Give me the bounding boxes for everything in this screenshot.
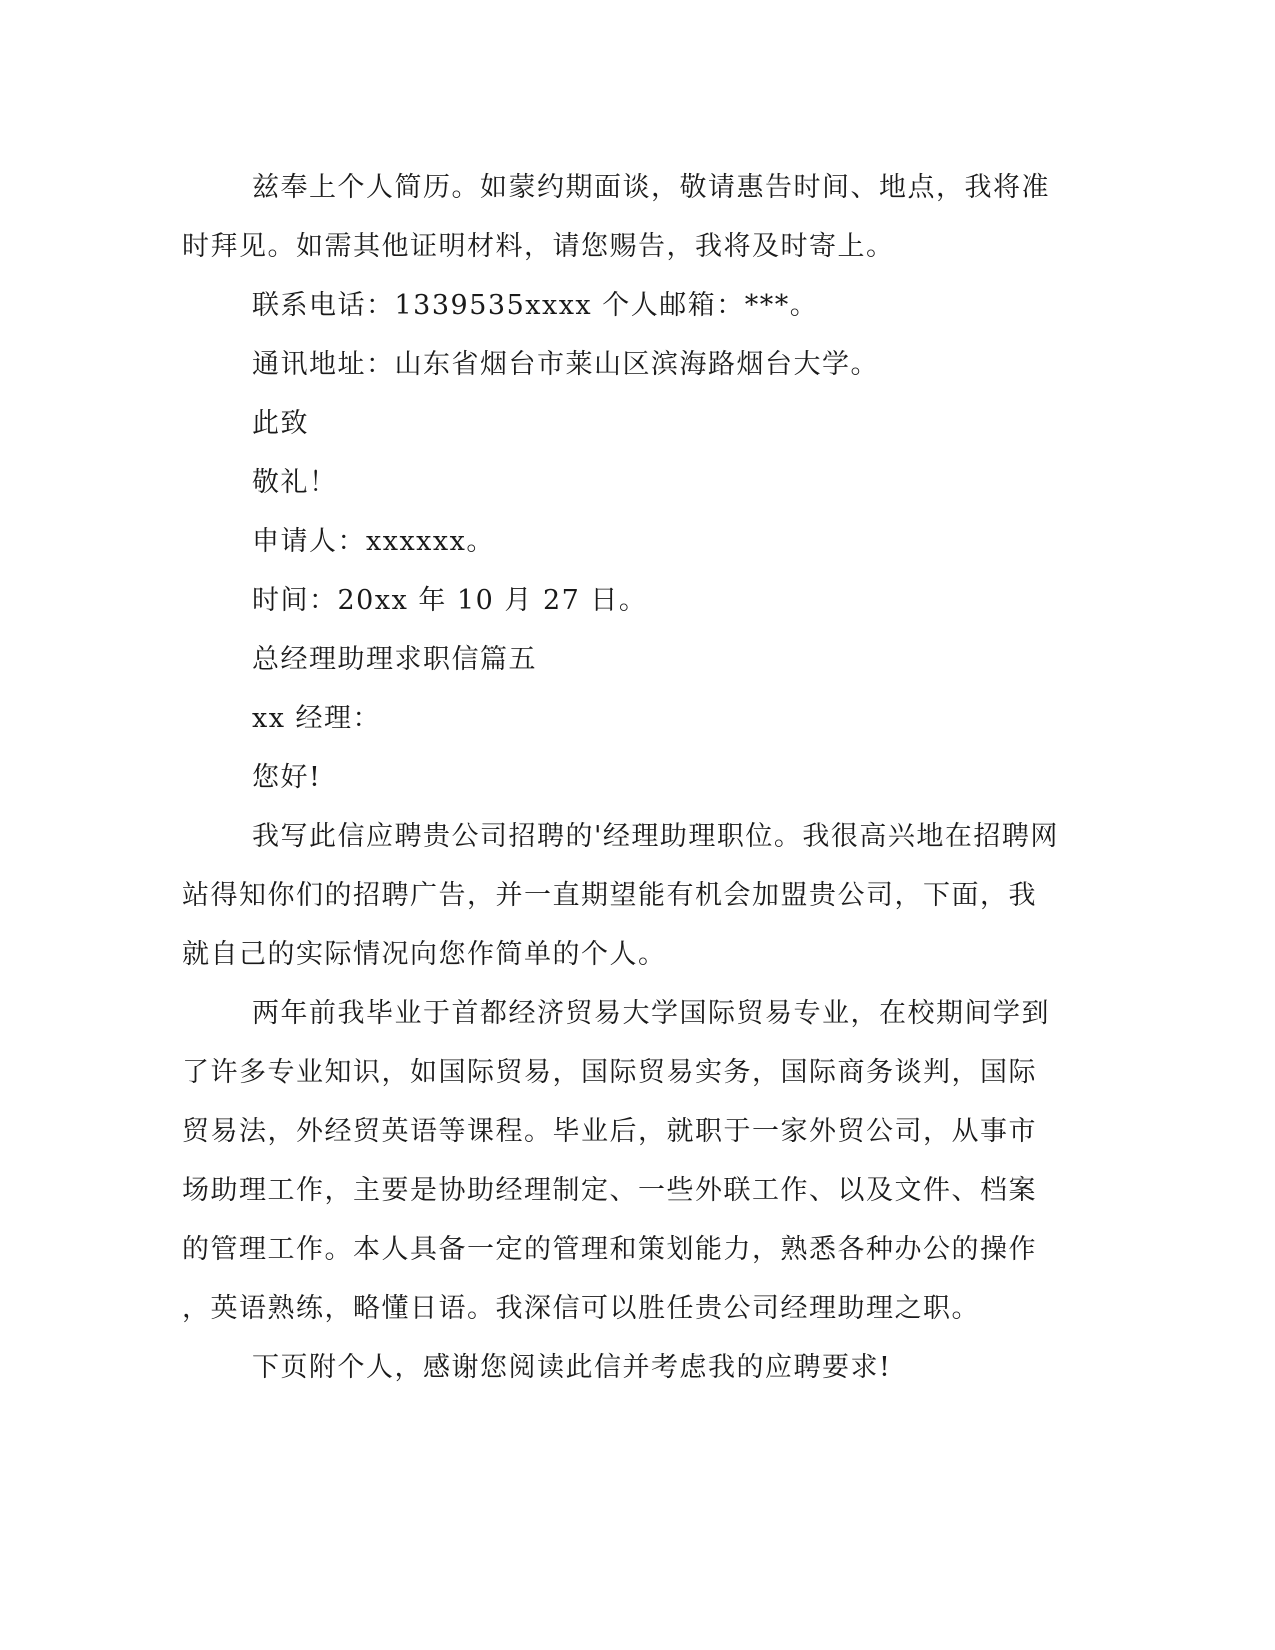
address-line: 通讯地址：山东省烟台市莱山区滨海路烟台大学。 <box>252 349 879 380</box>
letter-body <box>182 158 1059 1397</box>
text-line: 我写此信应聘贵公司招聘的'经理助理职位。我很高兴地在招聘网 <box>252 821 1059 852</box>
text-line: 下页附个人，感谢您阅读此信并考虑我的应聘要求! <box>252 1352 892 1383</box>
text-line: 的管理工作。本人具备一定的管理和策划能力，熟悉各种办公的操作 <box>182 1234 1037 1265</box>
salutation-line: 敬礼！ <box>252 467 338 498</box>
text-line: 场助理工作，主要是协助经理制定、一些外联工作、以及文件、档案 <box>182 1175 1037 1206</box>
text-line: 两年前我毕业于首都经济贸易大学国际贸易专业，在校期间学到 <box>252 998 1050 1029</box>
phone-email-line: 联系电话：1339535xxxx 个人邮箱：***。 <box>252 290 819 321</box>
text-line: 站得知你们的招聘广告，并一直期望能有机会加盟贵公司，下面，我 <box>182 880 1037 911</box>
text-line: 贸易法，外经贸英语等课程。毕业后，就职于一家外贸公司，从事市 <box>182 1116 1037 1147</box>
greeting-line: 您好! <box>252 762 322 793</box>
applicant-line: 申请人：xxxxxx。 <box>252 526 495 557</box>
recipient-line: xx 经理： <box>252 703 382 734</box>
text-line: ，英语熟练，略懂日语。我深信可以胜任贵公司经理助理之职。 <box>182 1293 980 1324</box>
text-line: 时拜见。如需其他证明材料，请您赐告，我将及时寄上。 <box>182 231 895 262</box>
text-line: 了许多专业知识，如国际贸易，国际贸易实务，国际商务谈判，国际 <box>182 1057 1037 1088</box>
date-line: 时间：20xx 年 10 月 27 日。 <box>252 585 648 616</box>
text-line: 就自己的实际情况向您作简单的个人。 <box>182 939 667 970</box>
text-line: 兹奉上个人简历。如蒙约期面谈，敬请惠告时间、地点，我将准 <box>252 172 1050 203</box>
section-title: 总经理助理求职信篇五 <box>252 644 537 675</box>
closing-line: 此致 <box>252 408 309 439</box>
